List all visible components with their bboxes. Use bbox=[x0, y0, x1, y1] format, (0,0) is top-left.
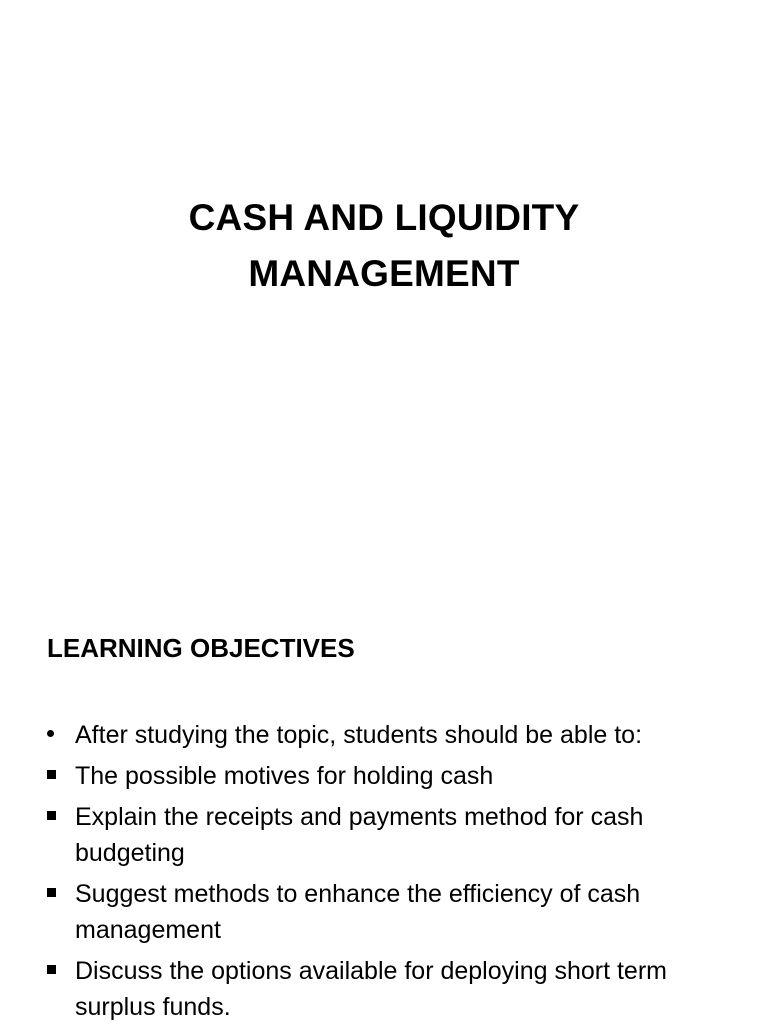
objectives-list bbox=[0, 717, 740, 1030]
list-item-text: Discuss the options available for deploying short term surplus funds. bbox=[75, 957, 667, 1021]
square-bullet-icon bbox=[46, 758, 62, 794]
list-item bbox=[0, 717, 740, 753]
list-item-text: Suggest methods to enhance the efficiency of cash management bbox=[75, 880, 641, 944]
list-item bbox=[0, 953, 740, 1025]
list-item-text: The possible motives for holding cash bbox=[75, 762, 494, 790]
list-item-text: Explain the receipts and payments method for cash budgeting bbox=[75, 803, 644, 867]
list-item bbox=[0, 876, 740, 948]
list-item bbox=[0, 758, 740, 794]
square-bullet-icon bbox=[46, 799, 62, 835]
list-item bbox=[0, 799, 740, 871]
list-item-text: After studying the topic, students should be able to: bbox=[75, 721, 643, 749]
objectives-slide bbox=[0, 576, 768, 1024]
slide-title bbox=[0, 190, 768, 302]
square-bullet-icon bbox=[46, 876, 62, 912]
square-bullet-icon bbox=[46, 953, 62, 989]
round-bullet-icon bbox=[46, 717, 62, 753]
slide-title-line-2: MANAGEMENT bbox=[248, 253, 520, 294]
slide-title-line-1: CASH AND LIQUIDITY bbox=[188, 197, 580, 238]
section-heading: LEARNING OBJECTIVES bbox=[47, 633, 355, 663]
